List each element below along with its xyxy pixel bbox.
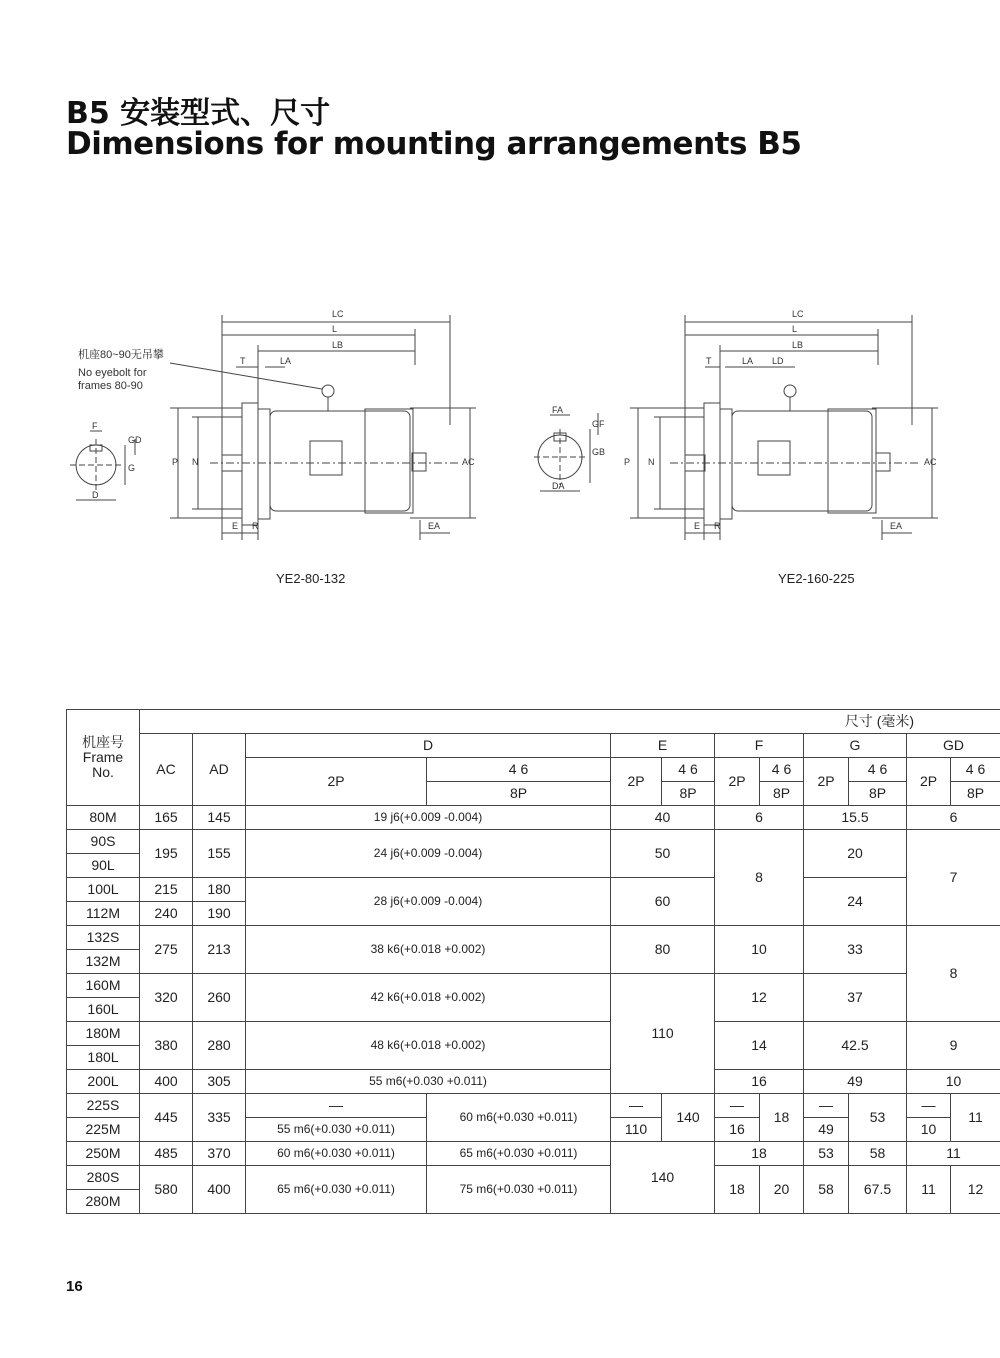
- table-cell: 8: [715, 830, 804, 926]
- table-cell: 50: [611, 830, 715, 878]
- table-cell: 38 k6(+0.018 +0.002): [246, 926, 611, 974]
- table-cell: 400: [140, 1070, 193, 1094]
- sub-g-46: 4 6: [849, 758, 907, 782]
- table-cell: 20: [804, 830, 907, 878]
- table-cell: 400: [193, 1166, 246, 1214]
- table-row: [67, 878, 1000, 902]
- table-cell: 28 j6(+0.009 -0.004): [246, 878, 611, 926]
- table-cell: 55 m6(+0.030 +0.011): [246, 1118, 427, 1142]
- table-cell: 60 m6(+0.030 +0.011): [246, 1142, 427, 1166]
- dim-label-l-r: L: [792, 324, 798, 334]
- caption-right: YE2-160-225: [778, 571, 855, 586]
- table-cell: 65 m6(+0.030 +0.011): [427, 1142, 611, 1166]
- table-cell: 145: [193, 806, 246, 830]
- table-cell: 90S: [67, 830, 140, 854]
- note-en-1: No eyebolt for: [78, 367, 147, 379]
- dim-label-lb: LB: [332, 340, 344, 350]
- note-cn: 机座80~90无吊攀: [78, 349, 164, 361]
- col-ac: AC: [140, 734, 193, 806]
- sub-e-46: 4 6: [662, 758, 715, 782]
- page-title-cn: B5 安装型式、尺寸: [66, 96, 331, 131]
- table-row: [67, 806, 1000, 830]
- dim-label-ld-r: LD: [772, 356, 784, 366]
- table-cell: 58: [849, 1142, 907, 1166]
- dim-label-gb: GB: [592, 447, 606, 457]
- table-cell: 7: [907, 830, 1000, 926]
- sub-d-8p: 8P: [427, 782, 611, 806]
- table-row: [67, 1166, 1000, 1190]
- table-cell: —: [246, 1094, 427, 1118]
- table-cell: 445: [140, 1094, 193, 1142]
- sub-f-8p: 8P: [760, 782, 804, 806]
- drawing-ye2-80-132: [60, 305, 500, 545]
- col-e: E: [611, 734, 715, 758]
- table-cell: 机座号: [82, 734, 124, 750]
- dim-label-gd: GD: [128, 435, 142, 445]
- table-cell: 18: [715, 1142, 804, 1166]
- dim-label-ea: EA: [428, 521, 441, 531]
- table-cell: 240: [140, 902, 193, 926]
- col-g: G: [804, 734, 907, 758]
- dim-label-ac: AC: [462, 457, 475, 467]
- table-cell: 49: [804, 1118, 849, 1142]
- table-row: [67, 974, 1000, 998]
- table-row: [67, 1070, 1000, 1094]
- table-cell: 37: [804, 974, 907, 1022]
- dim-label-lc-r: LC: [792, 309, 804, 319]
- dim-label-l: L: [332, 324, 338, 334]
- table-cell: 160M: [67, 974, 140, 998]
- table-cell: 100L: [67, 878, 140, 902]
- dim-label-fa: FA: [552, 405, 564, 415]
- table-row: [67, 1022, 1000, 1046]
- table-cell: 112M: [67, 902, 140, 926]
- table-cell: 165: [140, 806, 193, 830]
- dim-label-r: R: [252, 521, 259, 531]
- table-cell: 9: [907, 1022, 1000, 1070]
- table-cell: 75 m6(+0.030 +0.011): [427, 1166, 611, 1214]
- table-cell: 24: [804, 878, 907, 926]
- dim-label-e: E: [232, 521, 239, 531]
- dim-label-r-r: R: [714, 521, 721, 531]
- table-cell: 132M: [67, 950, 140, 974]
- table-cell: 180L: [67, 1046, 140, 1070]
- sub-e-2p: 2P: [611, 758, 662, 806]
- dim-label-e-r: E: [694, 521, 701, 531]
- table-cell: 140: [611, 1142, 715, 1214]
- table-cell: 335: [193, 1094, 246, 1142]
- table-cell: 215: [140, 878, 193, 902]
- table-cell: 190: [193, 902, 246, 926]
- sub-gd-8p: 8P: [951, 782, 1000, 806]
- table-cell: 275: [140, 926, 193, 974]
- table-cell: 67.5: [849, 1166, 907, 1214]
- table-cell: 16: [715, 1118, 760, 1142]
- sub-gd-46: 4 6: [951, 758, 1000, 782]
- page-number: 16: [66, 1278, 83, 1295]
- table-cell: 49: [804, 1070, 907, 1094]
- table-cell: —: [611, 1094, 662, 1118]
- dim-label-la: LA: [280, 356, 292, 366]
- table-cell: 10: [715, 926, 804, 974]
- table-cell: 33: [804, 926, 907, 974]
- table-cell: 11: [951, 1094, 1000, 1142]
- note-en-2: frames 80-90: [78, 380, 143, 392]
- table-cell: 370: [193, 1142, 246, 1166]
- table-cell: 58: [804, 1166, 849, 1214]
- table-cell: 18: [760, 1094, 804, 1142]
- table-row: [67, 830, 1000, 854]
- table-cell: 80M: [67, 806, 140, 830]
- table-cell: 280: [193, 1022, 246, 1070]
- table-cell: Frame: [82, 749, 124, 765]
- table-cell: 260: [193, 974, 246, 1022]
- col-f: F: [715, 734, 804, 758]
- table-cell: 65 m6(+0.030 +0.011): [246, 1166, 427, 1214]
- dim-label-la-r: LA: [742, 356, 754, 366]
- table-cell: 305: [193, 1070, 246, 1094]
- table-cell: No.: [92, 764, 114, 780]
- dim-label-ac-r: AC: [924, 457, 937, 467]
- table-cell: 53: [804, 1142, 849, 1166]
- table-cell: 12: [715, 974, 804, 1022]
- table-cell: 60: [611, 878, 715, 926]
- page-title-en: Dimensions for mounting arrangements B5: [66, 126, 802, 162]
- table-cell: 155: [193, 830, 246, 878]
- dim-label-da: DA: [552, 481, 565, 491]
- table-cell: 20: [760, 1166, 804, 1214]
- frame-header: [67, 710, 140, 806]
- table-cell: 110: [611, 974, 715, 1094]
- col-gd: GD: [907, 734, 1000, 758]
- table-cell: 48 k6(+0.018 +0.002): [246, 1022, 611, 1070]
- dim-label-g: G: [128, 463, 136, 473]
- table-cell: 90L: [67, 854, 140, 878]
- table-cell: 16: [715, 1070, 804, 1094]
- table-cell: 380: [140, 1022, 193, 1070]
- table-cell: 160L: [67, 998, 140, 1022]
- table-row: [67, 1094, 1000, 1118]
- table-cell: 225S: [67, 1094, 140, 1118]
- table-cell: 10: [907, 1118, 951, 1142]
- table-row: [67, 926, 1000, 950]
- table-cell: 18: [715, 1166, 760, 1214]
- table-cell: 6: [907, 806, 1000, 830]
- table-cell: 485: [140, 1142, 193, 1166]
- table-cell: 15.5: [804, 806, 907, 830]
- table-cell: 132S: [67, 926, 140, 950]
- dim-label-lc: LC: [332, 309, 344, 319]
- dim-label-d: D: [92, 490, 99, 500]
- table-cell: 580: [140, 1166, 193, 1214]
- table-cell: 53: [849, 1094, 907, 1142]
- table-cell: 195: [140, 830, 193, 878]
- table-row: [67, 1142, 1000, 1166]
- table-cell: 11: [907, 1142, 1000, 1166]
- unit-label: 尺寸 (毫米): [140, 710, 1000, 734]
- table-cell: 250M: [67, 1142, 140, 1166]
- table-cell: 280M: [67, 1190, 140, 1214]
- table-cell: 14: [715, 1022, 804, 1070]
- dim-label-p: P: [172, 457, 179, 467]
- dim-label-lb-r: LB: [792, 340, 804, 350]
- table-cell: 225M: [67, 1118, 140, 1142]
- table-cell: 11: [907, 1166, 951, 1214]
- table-cell: —: [804, 1094, 849, 1118]
- sub-g-2p: 2P: [804, 758, 849, 806]
- table-cell: —: [907, 1094, 951, 1118]
- sub-d-2p: 2P: [246, 758, 427, 806]
- table-cell: 24 j6(+0.009 -0.004): [246, 830, 611, 878]
- table-cell: 40: [611, 806, 715, 830]
- drawing-ye2-160-225: [520, 305, 980, 545]
- table-cell: 19 j6(+0.009 -0.004): [246, 806, 611, 830]
- caption-left: YE2-80-132: [276, 571, 346, 586]
- dim-label-n-r: N: [648, 457, 655, 467]
- sub-f-2p: 2P: [715, 758, 760, 806]
- table-cell: 60 m6(+0.030 +0.011): [427, 1094, 611, 1142]
- dim-label-t-r: T: [706, 356, 712, 366]
- dim-label-f: F: [92, 421, 98, 431]
- sub-g-8p: 8P: [849, 782, 907, 806]
- dim-label-t: T: [240, 356, 246, 366]
- table-cell: 213: [193, 926, 246, 974]
- table-cell: 280S: [67, 1166, 140, 1190]
- sub-f-46: 4 6: [760, 758, 804, 782]
- dim-label-n: N: [192, 457, 199, 467]
- col-ad: AD: [193, 734, 246, 806]
- table-cell: 10: [907, 1070, 1000, 1094]
- table-cell: 180M: [67, 1022, 140, 1046]
- table-cell: 110: [611, 1118, 662, 1142]
- dim-label-gf: GF: [592, 419, 605, 429]
- sub-d-46: 4 6: [427, 758, 611, 782]
- table-cell: 42.5: [804, 1022, 907, 1070]
- table-cell: 42 k6(+0.018 +0.002): [246, 974, 611, 1022]
- sub-gd-2p: 2P: [907, 758, 951, 806]
- table-cell: 12: [951, 1166, 1000, 1214]
- table-cell: 180: [193, 878, 246, 902]
- dimensions-table: [66, 709, 1000, 1214]
- table-cell: 80: [611, 926, 715, 974]
- table-cell: 140: [662, 1094, 715, 1142]
- table-cell: 320: [140, 974, 193, 1022]
- table-cell: 200L: [67, 1070, 140, 1094]
- table-cell: 8: [907, 926, 1000, 1022]
- col-d: D: [246, 734, 611, 758]
- dim-label-ea-r: EA: [890, 521, 903, 531]
- table-cell: —: [715, 1094, 760, 1118]
- dim-label-p-r: P: [624, 457, 631, 467]
- sub-e-8p: 8P: [662, 782, 715, 806]
- table-cell: 6: [715, 806, 804, 830]
- table-cell: 55 m6(+0.030 +0.011): [246, 1070, 611, 1094]
